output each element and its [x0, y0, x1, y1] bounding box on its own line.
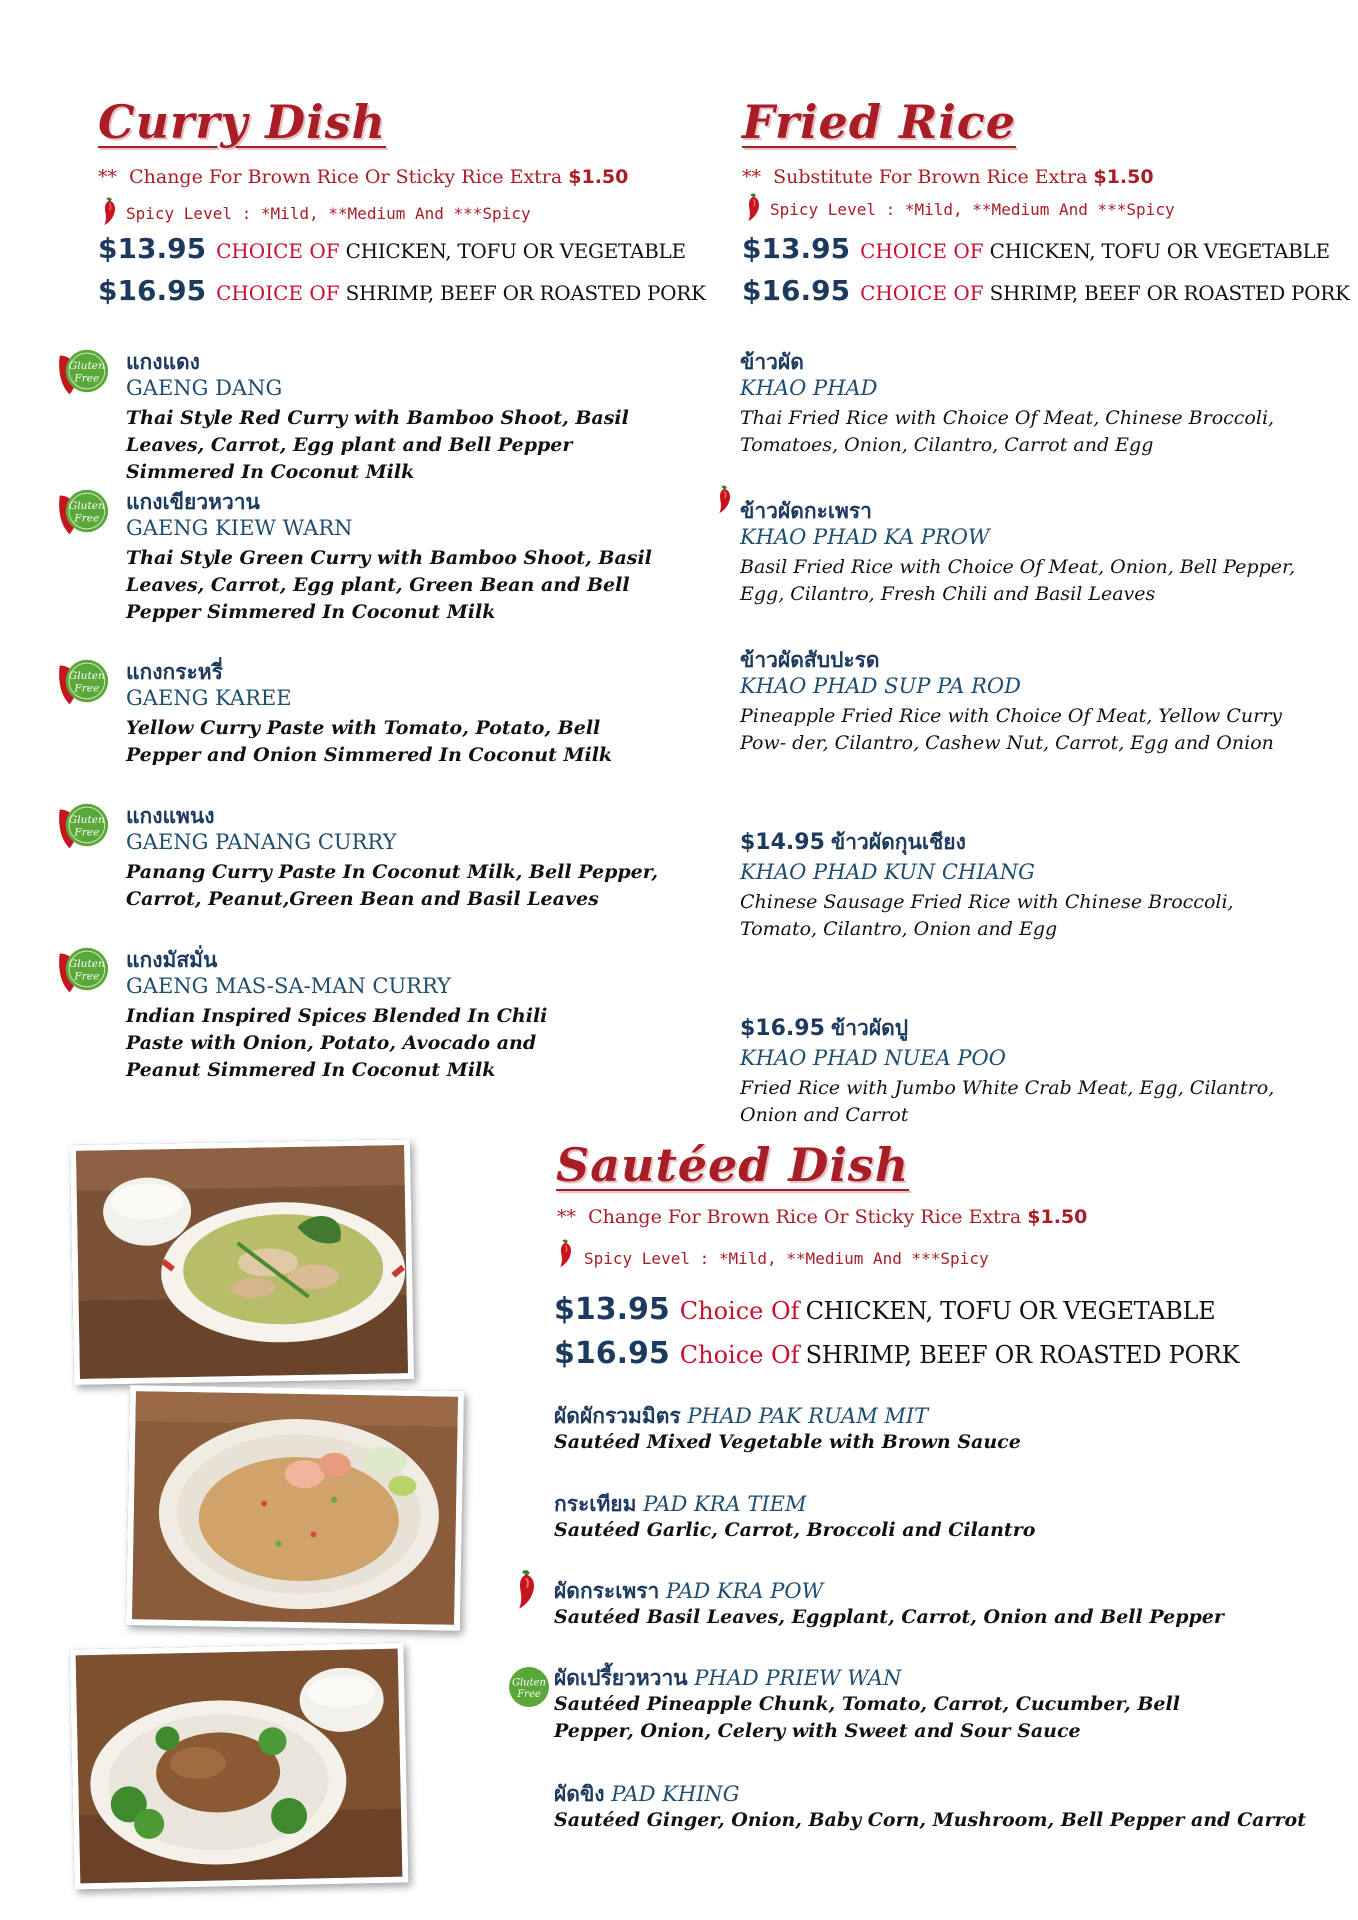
chili-icon — [510, 1566, 544, 1612]
dish-name: GAENG KIEW WARN — [126, 516, 353, 540]
gluten-free-icon — [54, 652, 112, 710]
dish-description: Basil Fried Rice with Choice Of Meat, Onion, Bell Pepper, Egg, Cilantro, Fresh Chili and Basil Leaves — [740, 556, 1296, 605]
dish-description: Sautéed Pineapple Chunk, Tomato, Carrot, Cucumber, Bell Pepper, Onion, Celery with Sweet and Sour Sauce — [554, 1693, 1180, 1742]
dish-thai-name: แกงกระหรี่ — [126, 660, 223, 684]
dish-name: KHAO PHAD NUEA POO — [740, 1046, 1006, 1070]
fried-rice-spicy-level: Spicy Level : *Mild, **Medium And ***Spicy — [770, 200, 1175, 219]
gluten-free-icon — [54, 796, 112, 854]
dish-description: Thai Fried Rice with Choice Of Meat, Chinese Broccoli, Tomatoes, Onion, Cilantro, Carrot and Egg — [740, 407, 1275, 456]
dish-thai-name: แกงแพนง — [126, 804, 215, 828]
price-amount: $16.95 — [554, 1336, 670, 1371]
curry-note-text: Change For Brown Rice Or Sticky Rice Extra — [129, 166, 563, 188]
price-amount: $13.95 — [554, 1292, 670, 1327]
sauteed-price-line-2 — [554, 1336, 1239, 1371]
gluten-free-icon — [54, 482, 112, 540]
fried-rice-section-title: Fried Rice — [742, 95, 1016, 149]
dish-name: KHAO PHAD KA PROW — [740, 525, 990, 549]
curry-rice-note — [98, 166, 628, 188]
dish-thai-text: ข้าวผัดกุนเชียง — [830, 830, 966, 854]
curry-section-title: Curry Dish — [98, 95, 386, 149]
dish-description: Yellow Curry Paste with Tomato, Potato, Bell Pepper and Onion Simmered In Coconut Milk — [126, 717, 613, 766]
sauteed-note-text: Change For Brown Rice Or Sticky Rice Extra — [588, 1206, 1022, 1228]
price-amount: $16.95 — [742, 274, 851, 307]
dish-name: KHAO PHAD SUP PA ROD — [740, 674, 1021, 698]
curry-price-line-2 — [98, 274, 706, 307]
gluten-free-icon — [54, 342, 112, 400]
dish-description: Thai Style Red Curry with Bamboo Shoot, Basil Leaves, Carrot, Egg plant and Bell Pepper Simmered In Coconut Milk — [126, 407, 629, 483]
sauteed-note-price: $1.50 — [1027, 1206, 1088, 1228]
dish-name: GAENG MAS-SA-MAN CURRY — [126, 974, 451, 998]
dish-description: Sautéed Basil Leaves, Eggplant, Carrot, Onion and Bell Pepper — [554, 1606, 1224, 1628]
dish-thai-name: กระเทียม — [554, 1492, 637, 1516]
fried-rice-price-line-2 — [742, 274, 1350, 307]
chili-icon — [712, 484, 738, 514]
fried-rice-note-stars: ** — [742, 166, 761, 188]
price-items: CHICKEN, TOFU OR VEGETABLE — [989, 239, 1330, 263]
price-amount: $16.95 — [98, 274, 207, 307]
dish-name: GAENG PANANG CURRY — [126, 830, 397, 854]
dish-price: $14.95 — [740, 830, 825, 855]
dish-name: KHAO PHAD — [740, 376, 878, 400]
curry-note-price: $1.50 — [568, 166, 629, 188]
chili-icon — [97, 196, 123, 226]
dish-thai-name — [740, 1012, 908, 1045]
dish-thai-name — [740, 826, 966, 859]
dish-description: Sautéed Mixed Vegetable with Brown Sauce — [554, 1431, 1021, 1453]
sauteed-section-title: Sautéed Dish — [556, 1138, 910, 1192]
dish-price: $16.95 — [740, 1016, 825, 1041]
dish-name: GAENG DANG — [126, 376, 283, 400]
dish-thai-name: ข้าวผัด — [740, 350, 804, 374]
dish-name: PAD KRA TIEM — [643, 1492, 807, 1516]
green-curry-photo — [70, 1139, 414, 1385]
dish-name: KHAO PHAD KUN CHIANG — [740, 860, 1035, 884]
price-items: CHICKEN, TOFU OR VEGETABLE — [805, 1297, 1216, 1325]
dish-name: GAENG KAREE — [126, 686, 292, 710]
price-amount: $13.95 — [98, 232, 207, 265]
price-items: CHICKEN, TOFU OR VEGETABLE — [345, 239, 686, 263]
price-items: SHRIMP, BEEF OR ROASTED PORK — [989, 281, 1350, 305]
sauteed-rice-note — [557, 1206, 1087, 1228]
dish-thai-name: ผัดขิง — [554, 1782, 605, 1806]
chili-icon — [741, 192, 767, 222]
price-label: CHOICE OF — [860, 239, 984, 263]
dish-name: PHAD PAK RUAM MIT — [687, 1404, 929, 1428]
curry-spicy-level: Spicy Level : *Mild, **Medium And ***Spicy — [126, 204, 531, 223]
dish-name: PHAD PRIEW WAN — [694, 1666, 902, 1690]
price-items: SHRIMP, BEEF OR ROASTED PORK — [345, 281, 706, 305]
dish-thai-name: ข้าวผัดสับปะรด — [740, 648, 880, 672]
curry-note-stars: ** — [98, 166, 117, 188]
curry-price-line-1 — [98, 232, 686, 265]
price-items: SHRIMP, BEEF OR ROASTED PORK — [805, 1341, 1240, 1369]
gluten-free-icon — [504, 1662, 554, 1712]
fried-rice-rice-note — [742, 166, 1154, 188]
price-label: CHOICE OF — [216, 281, 340, 305]
dish-description: Pineapple Fried Rice with Choice Of Meat, Yellow Curry Pow- der, Cilantro, Cashew Nut, Carrot, Egg and Onion — [740, 705, 1283, 754]
sauteed-note-stars: ** — [557, 1206, 576, 1228]
dish-name: PAD KHING — [611, 1782, 740, 1806]
fried-rice-photo — [126, 1385, 464, 1631]
dish-description: Indian Inspired Spices Blended In Chili Paste with Onion, Potato, Avocado and Peanut Simmered In Coconut Milk — [126, 1005, 548, 1081]
dish-description: Sautéed Garlic, Carrot, Broccoli and Cilantro — [554, 1519, 1036, 1541]
price-amount: $13.95 — [742, 232, 851, 265]
sauteed-price-line-1 — [554, 1292, 1215, 1327]
fried-rice-note-price: $1.50 — [1093, 166, 1154, 188]
sauteed-spicy-level: Spicy Level : *Mild, **Medium And ***Spicy — [584, 1249, 989, 1268]
dish-description: Thai Style Green Curry with Bamboo Shoot, Basil Leaves, Carrot, Egg plant, Green Bean and Bell Pepper Simmered In Coconut Milk — [126, 547, 652, 623]
price-label: Choice Of — [679, 1341, 800, 1369]
gluten-free-icon — [54, 940, 112, 998]
sauteed-ginger-photo — [70, 1643, 409, 1890]
dish-thai-name: ผัดเปรี้ยวหวาน — [554, 1666, 688, 1690]
svg-text:Free: Free — [517, 1689, 541, 1700]
price-label: CHOICE OF — [216, 239, 340, 263]
svg-text:Gluten: Gluten — [511, 1677, 547, 1689]
dish-description: Panang Curry Paste In Coconut Milk, Bell Pepper, Carrot, Peanut,Green Bean and Basil Leaves — [126, 861, 658, 910]
dish-thai-name: ผัดกระเพรา — [554, 1579, 660, 1603]
dish-thai-name: แกงแดง — [126, 350, 200, 374]
dish-thai-text: ข้าวผัดปู — [830, 1016, 909, 1040]
dish-name: PAD KRA POW — [666, 1579, 824, 1603]
price-label: CHOICE OF — [860, 281, 984, 305]
dish-description: Fried Rice with Jumbo White Crab Meat, Egg, Cilantro, Onion and Carrot — [740, 1077, 1275, 1126]
price-label: Choice Of — [679, 1297, 800, 1325]
dish-description: Sautéed Ginger, Onion, Baby Corn, Mushroom, Bell Pepper and Carrot — [554, 1809, 1306, 1831]
dish-thai-name: แกงมัสมั่น — [126, 948, 218, 972]
dish-thai-name: ผัดผักรวมมิตร — [554, 1404, 681, 1428]
fried-rice-price-line-1 — [742, 232, 1330, 265]
dish-description: Chinese Sausage Fried Rice with Chinese Broccoli, Tomato, Cilantro, Onion and Egg — [740, 891, 1234, 940]
fried-rice-note-text: Substitute For Brown Rice Extra — [773, 166, 1088, 188]
chili-icon — [553, 1238, 579, 1268]
dish-thai-name: แกงเขียวหวาน — [126, 490, 260, 514]
dish-thai-name: ข้าวผัดกะเพรา — [740, 499, 872, 523]
